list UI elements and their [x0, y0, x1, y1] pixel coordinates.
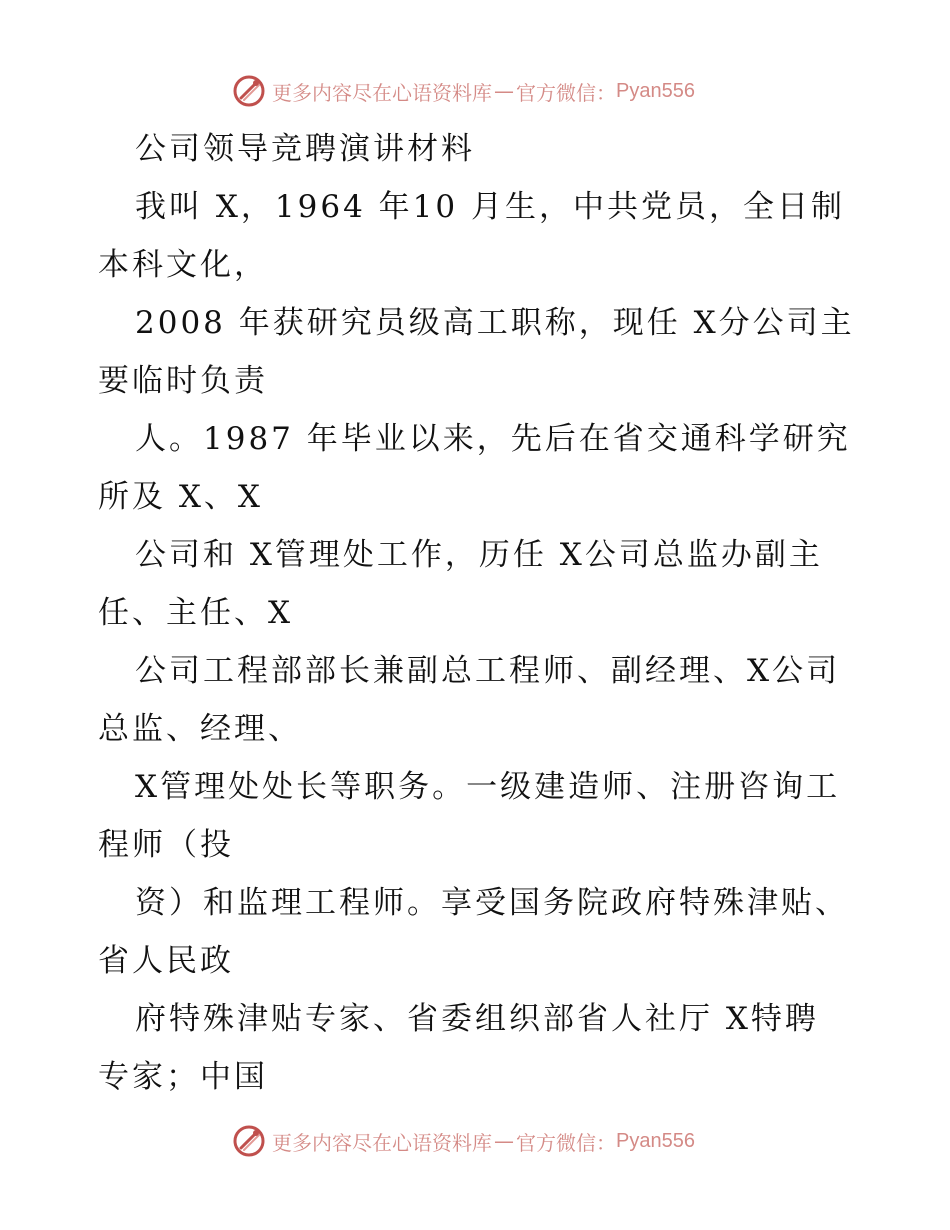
- text-line: 程师（投: [98, 827, 234, 863]
- text-line: 任、主任、X: [98, 595, 294, 631]
- banner-official-label: 官方微信：: [516, 1130, 616, 1155]
- banner-separator: —: [494, 79, 514, 103]
- logo-icon: [232, 1124, 266, 1158]
- text-line: 专家；中国: [98, 1059, 268, 1095]
- text-line: 所及 X、X: [98, 479, 263, 515]
- text-line: X管理处处长等职务。一级建造师、注册咨询工: [135, 769, 841, 805]
- text-line: 要临时负责: [98, 363, 268, 399]
- document-body: [98, 120, 858, 1106]
- banner-official-label: 官方微信：: [516, 80, 616, 105]
- header-banner: [232, 74, 695, 108]
- text-line: 2008 年获研究员级高工职称，现任 X分公司主: [135, 305, 855, 341]
- footer-banner: [232, 1124, 695, 1158]
- text-line: 府特殊津贴专家、省委组织部省人社厅 X特聘: [135, 1001, 819, 1037]
- banner-wechat-id: Pyan556: [616, 1129, 695, 1152]
- banner-separator: —: [494, 1129, 514, 1153]
- text-line: 人。1987 年毕业以来，先后在省交通科学研究: [135, 421, 851, 457]
- banner-text: 更多内容尽在心语资料库: [272, 80, 492, 105]
- text-line: 公司领导竞聘演讲材料: [135, 131, 475, 167]
- logo-icon: [232, 74, 266, 108]
- banner-wechat-id: Pyan556: [616, 79, 695, 102]
- text-line: 公司和 X管理处工作，历任 X公司总监办副主: [135, 537, 823, 573]
- text-line: 公司工程部部长兼副总工程师、副经理、X公司: [135, 653, 841, 689]
- banner-text: 更多内容尽在心语资料库: [272, 1130, 492, 1155]
- text-line: 总监、经理、: [98, 711, 302, 747]
- text-line: 我叫 X，1964 年10 月生，中共党员，全日制: [135, 189, 845, 225]
- text-line: 省人民政: [98, 943, 234, 979]
- text-line: 本科文化，: [98, 247, 268, 283]
- text-line: 资）和监理工程师。享受国务院政府特殊津贴、: [135, 885, 849, 921]
